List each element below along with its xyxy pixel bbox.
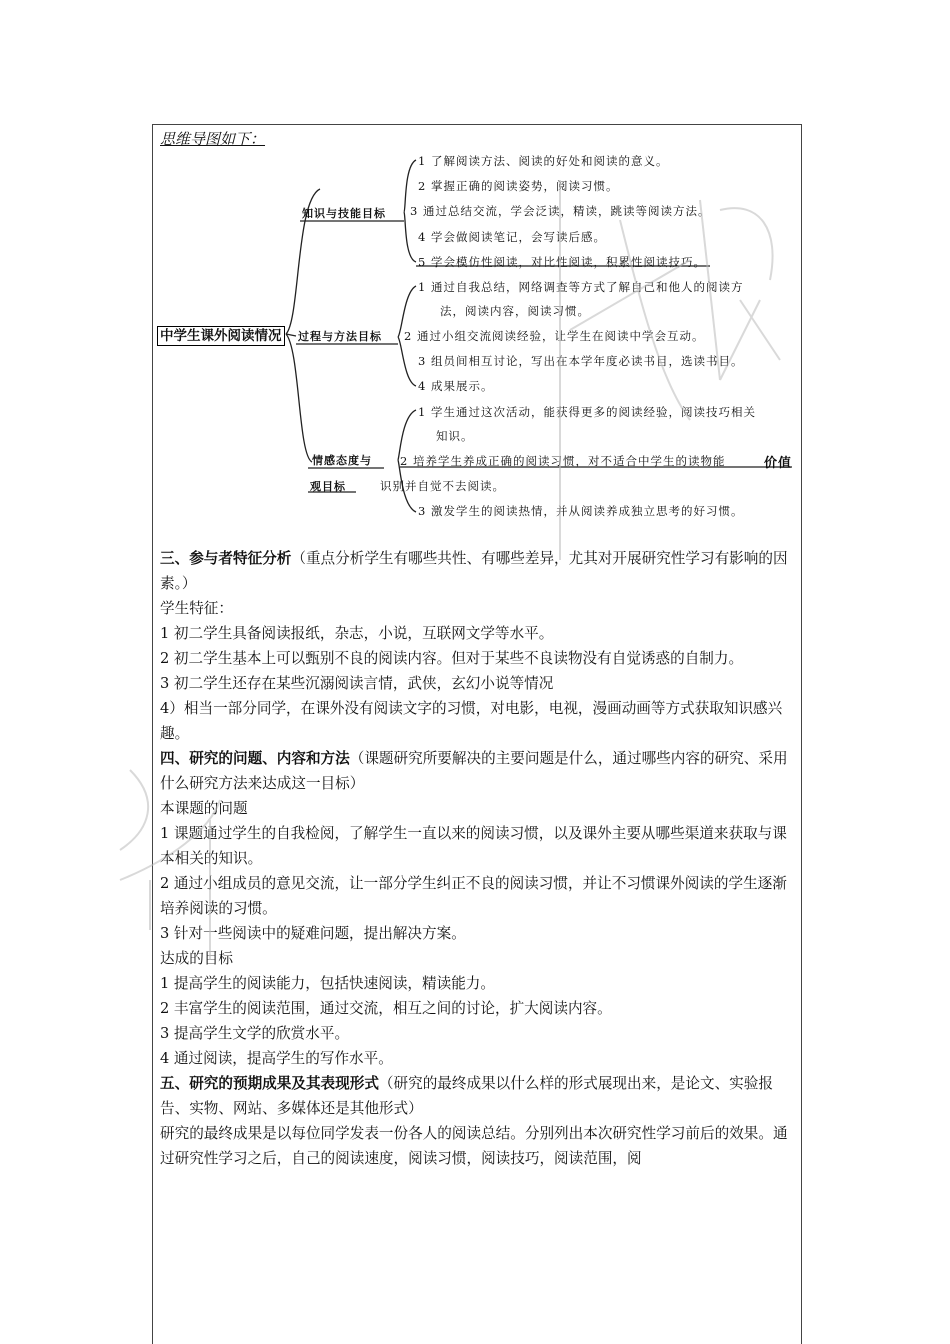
leaf-1-1: 1 了解阅读方法、阅读的好处和阅读的意义。: [418, 154, 669, 168]
branch-knowledge-skills: 知识与技能目标: [302, 207, 386, 220]
paragraph: 3 针对一些阅读中的疑难问题，提出解决方案。: [160, 925, 466, 942]
branch-emotion-values-line1: 情感态度与: [312, 454, 372, 467]
leaf-3-1-cont: 知识。: [436, 429, 474, 443]
section-4-heading: 四、研究的问题、内容和方法（课题研究所要解决的主要问题是什么，通过哪些内容的研究、采用什么研究方法来达成这一目标）: [160, 750, 788, 792]
leaf-3-1: 1 学生通过这次活动，能获得更多的阅读经验，阅读技巧相关: [418, 405, 756, 419]
leaf-2-1-cont: 法，阅读内容，阅读习惯。: [440, 304, 590, 318]
mind-map: [0, 0, 950, 540]
leaf-1-4: 4 学会做阅读笔记，会写读后感。: [418, 230, 606, 244]
paragraph: 达成的目标: [160, 950, 233, 967]
section-5-heading: 五、研究的预期成果及其表现形式（研究的最终成果以什么样的形式展现出来，是论文、实验报告、实物、网站、多媒体还是其他形式）: [160, 1075, 773, 1117]
mindmap-title: 思维导图如下：: [160, 130, 266, 148]
mindmap-root-node: 中学生课外阅读情况: [157, 326, 285, 346]
leaf-1-3: 3 通过总结交流，学会泛读，精读，跳读等阅读方法。: [410, 204, 711, 218]
paragraph: 3 提高学生文学的欣赏水平。: [160, 1025, 350, 1042]
leaf-3-3: 3 激发学生的阅读热情，并从阅读养成独立思考的好习惯。: [418, 504, 744, 518]
branch-emotion-values-line2: 价值: [764, 456, 793, 471]
leaf-2-2: 2 通过小组交流阅读经验，让学生在阅读中学会互动。: [404, 329, 705, 343]
paragraph: 3 初二学生还存在某些沉溺阅读言情，武侠，玄幻小说等情况: [160, 675, 554, 692]
paragraph: 本课题的问题: [160, 800, 248, 817]
branch-emotion-values-line3: 观目标: [310, 480, 346, 493]
root-to-branch3: [286, 334, 312, 462]
paragraph: 1 提高学生的阅读能力，包括快速阅读，精读能力。: [160, 975, 495, 992]
paragraph: 4 通过阅读，提高学生的写作水平。: [160, 1050, 393, 1067]
paragraph: 2 初二学生基本上可以甄别不良的阅读内容。但对于某些不良读物没有自觉诱惑的自制力。: [160, 650, 744, 667]
branch-process-method: 过程与方法目标: [298, 330, 382, 343]
paragraph: 学生特征：: [160, 600, 233, 617]
leaf-3-2: 2 培养学生养成正确的阅读习惯，对不适合中学生的读物能: [400, 454, 726, 468]
paragraph: 1 课题通过学生的自我检阅，了解学生一直以来的阅读习惯，以及课外主要从哪些渠道来获取与课本相关的知识。: [160, 825, 787, 867]
leaf-2-1: 1 通过自我总结，网络调查等方式了解自己和他人的阅读方: [418, 280, 744, 294]
paragraph: 2 通过小组成员的意见交流，让一部分学生纠正不良的阅读习惯，并让不习惯课外阅读的学生逐渐培养阅读的习惯。: [160, 875, 787, 917]
document-body: [160, 546, 796, 1171]
paragraph: 研究的最终成果是以每位同学发表一份各人的阅读总结。分别列出本次研究性学习前后的效果。通过研究性学习之后，自己的阅读速度，阅读习惯，阅读技巧，阅读范围，阅: [160, 1125, 788, 1167]
paragraph: 4）相当一部分同学，在课外没有阅读文字的习惯，对电影，电视，漫画动画等方式获取知识感兴趣。: [160, 700, 783, 742]
leaf-2-3: 3 组员间相互讨论，写出在本学年度必读书目，选读书目。: [418, 354, 744, 368]
section-3-heading: 三、参与者特征分析（重点分析学生有哪些共性、有哪些差异，尤其对开展研究性学习有影响的因素。）: [160, 550, 788, 592]
paragraph: 1 初二学生具备阅读报纸，杂志，小说，互联网文学等水平。: [160, 625, 554, 642]
leaf-3-2-cont: 识别并自觉不去阅读。: [380, 479, 505, 493]
leaf-2-4: 4 成果展示。: [418, 379, 494, 393]
leaf-1-5: 5 学会模仿性阅读，对比性阅读，积累性阅读技巧。: [418, 255, 706, 269]
paragraph: 2 丰富学生的阅读范围，通过交流，相互之间的讨论，扩大阅读内容。: [160, 1000, 612, 1017]
leaf-1-2: 2 掌握正确的阅读姿势，阅读习惯。: [418, 179, 619, 193]
